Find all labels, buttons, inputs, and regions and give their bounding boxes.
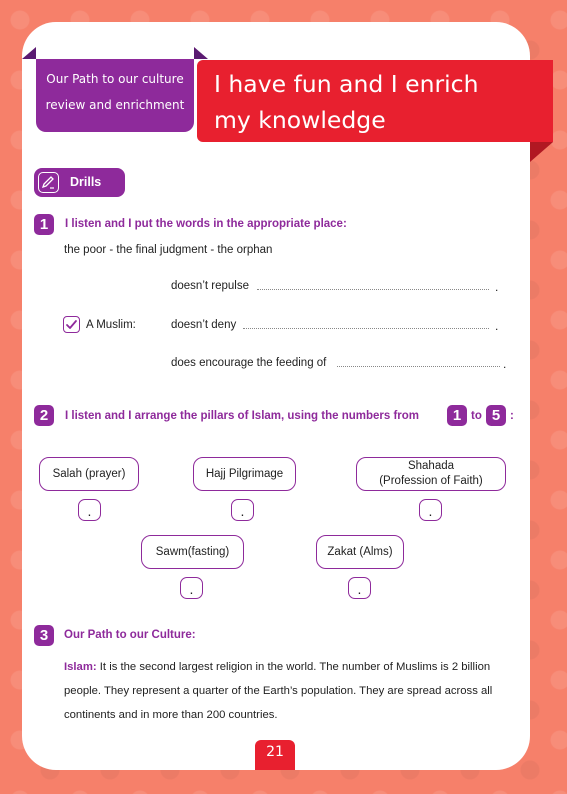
answer-box-shahada[interactable]: . — [419, 499, 442, 521]
blank-line-3[interactable] — [337, 366, 500, 367]
page-title — [214, 66, 544, 138]
blank-line-1[interactable] — [257, 289, 489, 290]
exercise-1-heading: I listen and I put the words in the appropriate place: — [65, 218, 347, 230]
culture-tab-label — [36, 66, 194, 118]
answer-box-sawm[interactable]: . — [180, 577, 203, 599]
paragraph-text: It is the second largest religion in the world. The number of Muslims is 2 billion people. They represent a quarter of the Earth’s population. They are spread across all continents and in more than 200 countries. — [64, 661, 493, 721]
culture-line-2: review and enrichment — [45, 98, 185, 112]
ribbon-fold — [530, 142, 553, 162]
blank-line-2-text: doesn’t deny — [171, 319, 237, 331]
paragraph-term: Islam: — [64, 661, 97, 673]
answer-box-hajj[interactable]: . — [231, 499, 254, 521]
answer-box-salah[interactable]: . — [78, 499, 101, 521]
exercise-2-number: 2 — [34, 405, 54, 426]
culture-paragraph — [64, 655, 514, 727]
culture-line-1: Our Path to our culture — [46, 72, 184, 86]
drills-label: Drills — [70, 175, 102, 189]
range-to-word: to — [471, 410, 482, 422]
blank-line-1-text: doesn’t repulse — [171, 280, 249, 292]
word-bank: the poor - the final judgment - the orphan — [64, 244, 273, 256]
checkbox[interactable] — [63, 316, 80, 333]
title-line-1: I have fun and I enrich — [214, 70, 479, 98]
range-colon: : — [510, 410, 514, 422]
tab-fold-left — [22, 47, 36, 59]
pillar-hajj: Hajj Pilgrimage — [193, 457, 296, 491]
checkmark-icon — [65, 318, 78, 331]
answer-box-zakat[interactable]: . — [348, 577, 371, 599]
blank-line-1-period: . — [495, 280, 499, 294]
blank-line-3-text: does encourage the feeding of — [171, 357, 327, 369]
pillar-salah: Salah (prayer) — [39, 457, 139, 491]
tab-fold-right — [194, 47, 208, 59]
exercise-1-number: 1 — [34, 214, 54, 235]
range-from-badge: 1 — [447, 405, 467, 426]
pillar-shahada: Shahada (Profession of Faith) — [356, 457, 506, 491]
pillar-sawm: Sawm(fasting) — [141, 535, 244, 569]
blank-line-3-period: . — [503, 357, 507, 371]
exercise-3-heading: Our Path to our Culture: — [64, 629, 196, 641]
blank-line-2[interactable] — [243, 328, 489, 329]
page-number: 21 — [266, 744, 284, 760]
blank-line-2-period: . — [495, 319, 499, 333]
pillar-zakat: Zakat (Alms) — [316, 535, 404, 569]
exercise-2-heading: I listen and I arrange the pillars of Islam, using the numbers from — [65, 410, 420, 422]
subject-label: A Muslim: — [86, 319, 136, 331]
range-to-badge: 5 — [486, 405, 506, 426]
pencil-icon — [38, 172, 59, 193]
exercise-3-number: 3 — [34, 625, 54, 646]
title-line-2: my knowledge — [214, 106, 386, 134]
